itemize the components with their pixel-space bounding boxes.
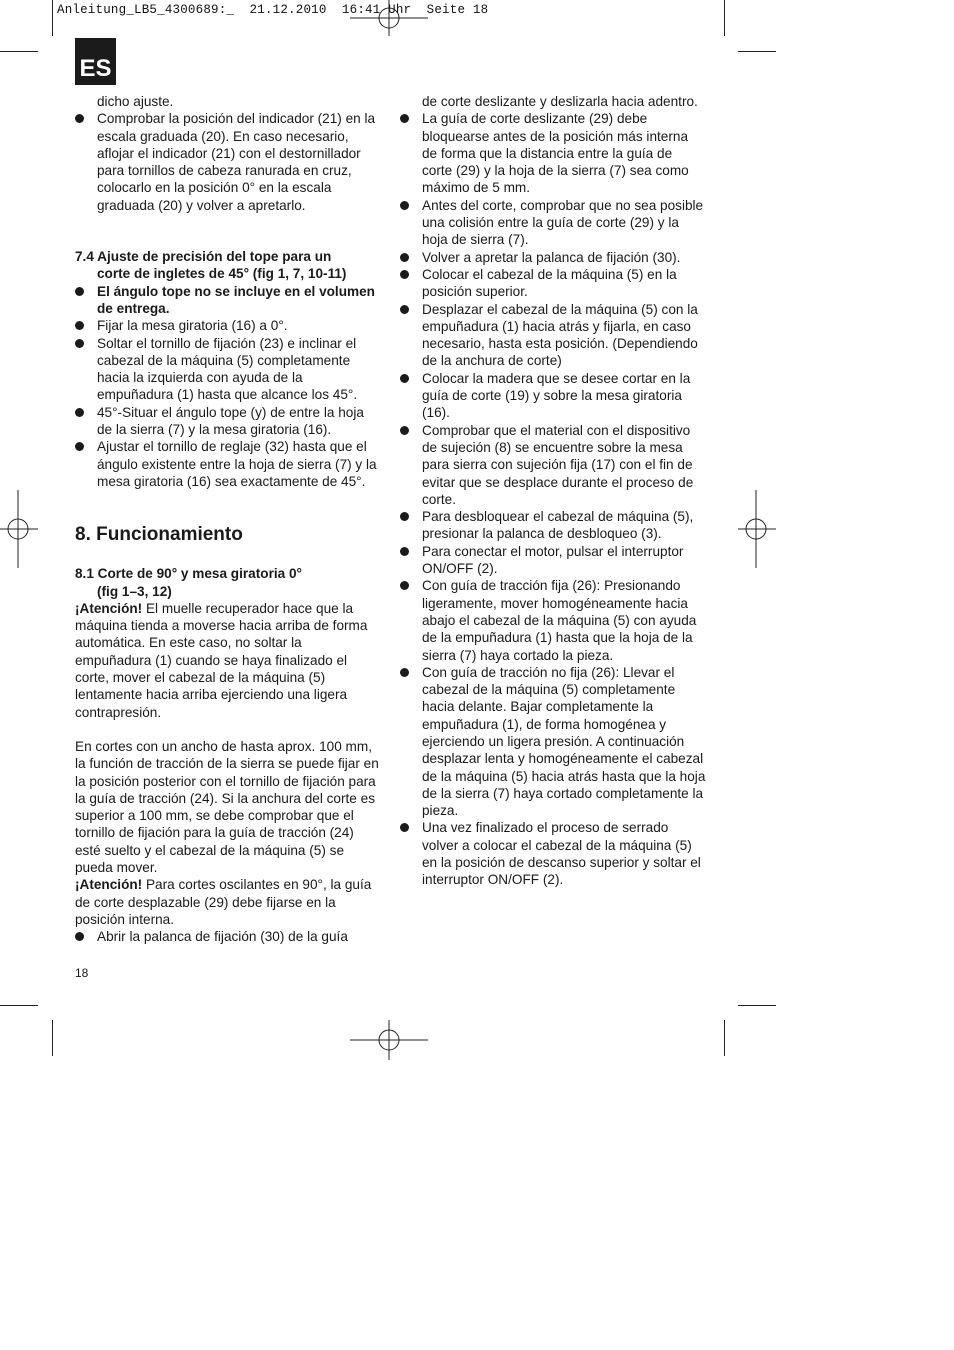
continued-text: dicho ajuste.: [97, 94, 174, 109]
right-column: [400, 93, 706, 889]
registration-target-icon: [350, 0, 428, 36]
list-item: [400, 197, 706, 249]
list-item: [400, 301, 706, 370]
crop-mark: [738, 1005, 776, 1006]
list-item-text: Ajustar el tornillo de reglaje (32) hasta que el ángulo existente entre la hoja de sierra (7) y la mesa giratoria (16) sea exactamente de 45°.: [97, 439, 377, 489]
list-item-text: Con guía de tracción fija (26): Presionando ligeramente, mover homogéneamente hacia abajo el cabezal de la máquina (5) con ayuda de la empuñadura (1) hasta que la hoja de la sierra (7) haya cortado la pieza.: [422, 578, 697, 663]
list-item: [400, 543, 706, 578]
list-item-text: Abrir la palanca de fijación (30) de la guía: [97, 929, 348, 945]
list-item-text: Comprobar que el material con el dispositivo de sujeción (8) se encuentre sobre la mesa para sierra con sujeción fija (17) con el fin de evitar que se desplace durante el proceso de corte.: [422, 422, 694, 507]
list-item: [75, 928, 381, 945]
bullet-icon: [400, 426, 409, 435]
crop-mark: [724, 1020, 725, 1056]
crop-mark: [724, 0, 725, 36]
continued-text: de corte deslizante y deslizarla hacia adentro.: [422, 94, 698, 109]
list-item: [400, 249, 706, 266]
bullet-icon: [400, 823, 409, 832]
list-item-text: Antes del corte, comprobar que no sea posible una colisión entre la guía de corte (29) y la hoja de sierra (7).: [422, 197, 704, 248]
list-item: [75, 317, 381, 334]
list-item-text: Una vez finalizado el proceso de serrado volver a colocar el cabezal de la máquina (5) en la posición de descanso superior y soltar el interruptor ON/OFF (2).: [422, 820, 701, 888]
crop-mark: [738, 51, 776, 52]
list-item: [400, 577, 706, 663]
list-item: [75, 438, 381, 490]
bullet-icon: [400, 547, 409, 556]
attention-paragraph: [75, 876, 381, 928]
bullet-icon: [75, 442, 84, 451]
list-item-text: Desplazar el cabezal de la máquina (5) con la empuñadura (1) hacia atrás y fijarla, en caso necesario, hasta esta posición. (Dependiendo de la anchura de corte): [422, 301, 698, 369]
list-item: [75, 283, 381, 318]
list-item: [400, 370, 706, 422]
bullet-icon: [400, 270, 409, 279]
list-item: [400, 110, 706, 196]
crop-mark: [0, 1005, 38, 1006]
list-item-text: Con guía de tracción no fija (26): Llevar el cabezal de la máquina (5) completamente hacia delante. Bajar completamente la empuñadura (1), de forma homogénea y ejerciendo un ligera presión. A continuación desplazar lenta y homogéneamente el cabezal de la máquina (5) hacia atrás hasta que la hoja de la sierra (7) haya cortado completamente la pieza.: [422, 664, 706, 819]
left-column: [75, 93, 381, 945]
list-item-text: Colocar el cabezal de la máquina (5) en la posición superior.: [422, 266, 677, 300]
list-item-text: Volver a apretar la palanca de fijación (30).: [422, 249, 681, 265]
attention-paragraph: [75, 600, 381, 721]
page-number: 18: [75, 966, 89, 980]
crop-mark: [52, 1020, 53, 1056]
list-item-text: Para desbloquear el cabezal de máquina (5), presionar la palanca de desbloqueo (3).: [422, 509, 694, 542]
list-item: [400, 508, 706, 543]
list-item: [400, 422, 706, 508]
section-heading-8-1: 8.1 Corte de 90° y mesa giratoria 0°: [75, 566, 302, 582]
crop-mark: [0, 51, 38, 52]
list-item: [75, 110, 381, 214]
bullet-icon: [400, 305, 409, 314]
bullet-icon: [400, 581, 409, 590]
list-item-text: La guía de corte deslizante (29) debe bloquearse antes de la posición más interna de forma que la distancia entre la guía de corte (29) y la hoja de la sierra (7) sea como máximo de 5 mm.: [422, 111, 689, 196]
list-item: [400, 664, 706, 820]
list-item-text: 45°-Situar el ángulo tope (y) de entre la hoja de la sierra (7) y la mesa giratoria (16).: [97, 404, 364, 438]
attention-text: Para cortes oscilantes en 90°, la guía de corte desplazable (29) debe fijarse en la posición interna.: [75, 877, 372, 927]
bullet-icon: [75, 408, 84, 417]
registration-target-icon: [350, 1020, 428, 1060]
list-item: [400, 266, 706, 301]
bullet-icon: [400, 668, 409, 677]
bullet-icon: [75, 339, 84, 348]
list-item-text: Colocar la madera que se desee cortar en la guía de corte (19) y sobre la mesa giratoria (16).: [422, 370, 691, 421]
chapter-heading: 8. Funcionamiento: [75, 524, 243, 546]
language-badge: ES: [75, 38, 116, 85]
print-slug-line: Anleitung_LB5_4300689:_ 21.12.2010 16:41 Uhr Seite 18: [57, 3, 489, 17]
list-item-text: Soltar el tornillo de fijación (23) e inclinar el cabezal de la máquina (5) completamente hacia la izquierda con ayuda de la empuñadura (1) hasta que alcance los 45°.: [97, 335, 358, 403]
attention-text: El muelle recuperador hace que la máquina tienda a moverse hacia arriba de forma automática. En este caso, no soltar la empuñadura (1) cuando se haya finalizado el corte, mover el cabezal de la máquina (5) lentamente hacia arriba ejerciendo una ligera contrapresión.: [75, 600, 368, 720]
crop-mark: [52, 0, 53, 36]
bullet-icon: [75, 321, 84, 330]
bullet-icon: [400, 253, 409, 262]
registration-target-icon: [738, 490, 776, 568]
registration-target-icon: [0, 490, 38, 568]
bullet-icon: [400, 374, 409, 383]
list-item: [75, 404, 381, 439]
section-heading-7-4-cont: corte de ingletes de 45° (fig 1, 7, 10-11): [97, 266, 347, 282]
attention-label: ¡Atención!: [75, 877, 143, 893]
section-heading-8-1-cont: (fig 1–3, 12): [97, 583, 172, 599]
attention-label: ¡Atención!: [75, 600, 143, 616]
list-item-text: Para conectar el motor, pulsar el interruptor ON/OFF (2).: [422, 543, 684, 577]
bullet-icon: [400, 512, 409, 521]
body-paragraph: En cortes con un ancho de hasta aprox. 100 mm, la función de tracción de la sierra se puede fijar en la posición posterior con el tornillo de fijación para la guía de tracción (24). Si la anchura del corte es superior a 100 mm, se debe comprobar que el tornillo de fijación para la guía de tracción (24) esté suelto y el cabezal de la máquina (5) se pueda mover.: [75, 738, 379, 875]
bullet-icon: [400, 201, 409, 210]
section-heading-7-4: 7.4 Ajuste de precisión del tope para un: [75, 249, 332, 265]
bullet-icon: [400, 114, 409, 123]
list-item-text: Comprobar la posición del indicador (21) en la escala graduada (20). En caso necesario, aflojar el indicador (21) con el destornillador para tornillos de cabeza ranurada en cruz, colocarlo en la posición 0° en la escala graduada (20) y volver a apretarlo.: [97, 111, 376, 213]
list-item-text: El ángulo tope no se incluye en el volumen de entrega.: [97, 283, 375, 316]
bullet-icon: [75, 114, 84, 123]
list-item-text: Fijar la mesa giratoria (16) a 0°.: [97, 318, 288, 334]
bullet-icon: [75, 932, 84, 941]
list-item: [400, 819, 706, 888]
bullet-icon: [75, 287, 84, 296]
list-item: [75, 335, 381, 404]
